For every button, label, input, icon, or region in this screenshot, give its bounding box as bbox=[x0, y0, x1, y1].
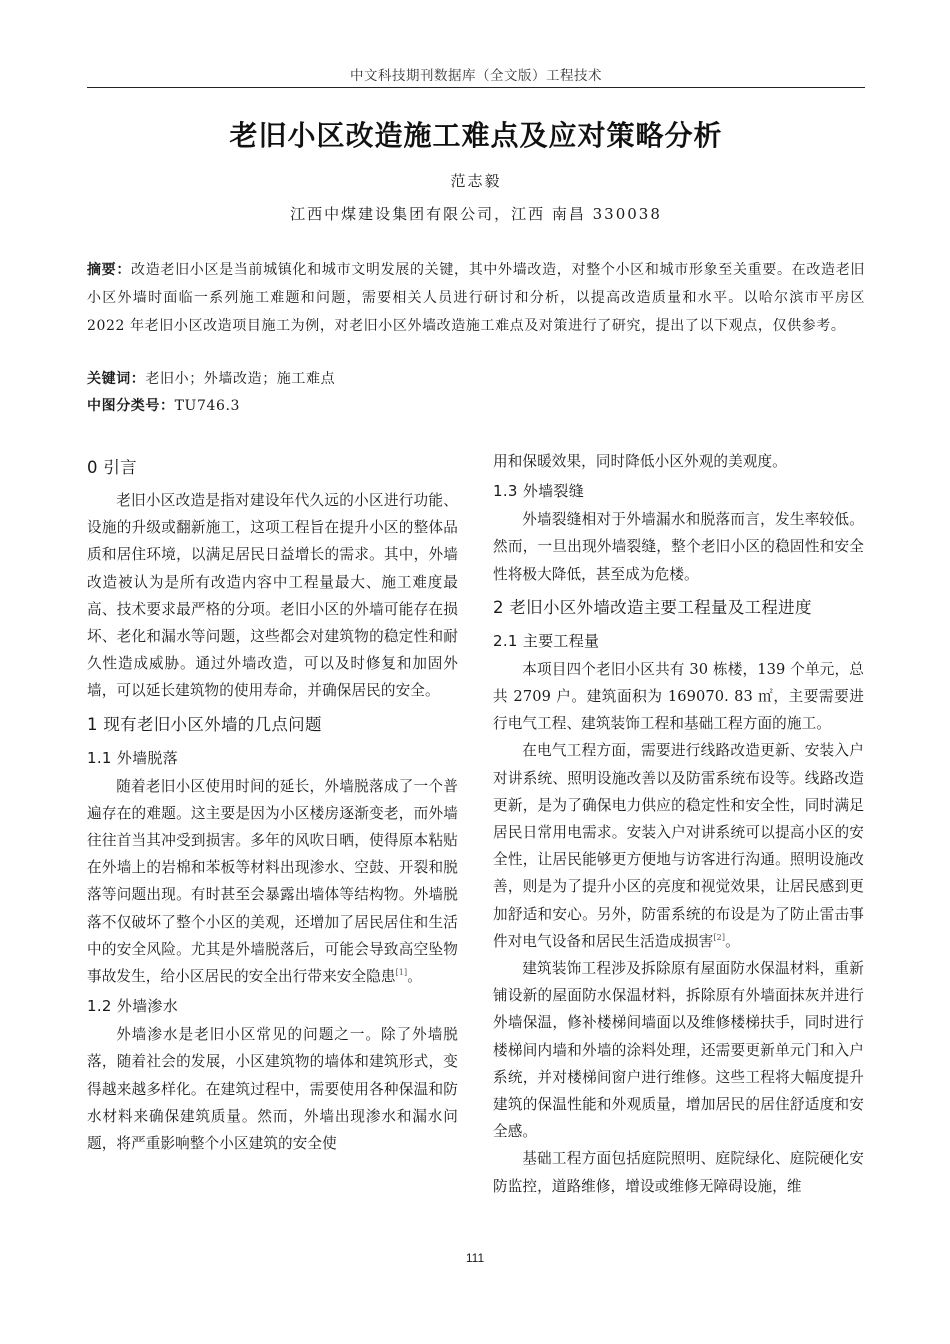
abstract bbox=[87, 256, 865, 340]
paper-title: 老旧小区改造施工难点及应对策略分析 bbox=[229, 119, 723, 152]
paragraph: 老旧小区改造是指对建设年代久远的小区进行功能、设施的升级或翻新施工，这项工程旨在提升小区的整体品质和居住环境，以满足居民日益增长的需求。其中，外墙改造被认为是所有改造内容中工程量最大、施工难度最高、技术要求最严格的分项。老旧小区的外墙可能存在损坏、老化和漏水等问题，这些都会对建筑物的稳定性和耐久性造成威胁。通过外墙改造，可以及时修复和加固外墙，可以延长建筑物的使用寿命，并确保居民的安全。 bbox=[87, 492, 458, 700]
citation-ref: [1] bbox=[395, 968, 408, 978]
paragraph-text: 在电气工程方面，需要进行线路改造更新、安装入户对讲系统、照明设施改善以及防雷系统布设等。线路改造更新，是为了确保电力供应的稳定性和安全性，同时满足居民日常用电需求。安装入户对讲系统可以提高小区的安全性，让居民能够更方便地与访客进行沟通。照明设施改善，则是为了提升小区的亮度和视觉效果，让居民感到更加舒适和安心。另外，防雷系统的布设是为了防止雷击事件对电气设备和居民生活造成损害 bbox=[493, 742, 864, 950]
affiliation: 江西中煤建设集团有限公司，江西 南昌 330038 bbox=[290, 205, 662, 223]
paragraph: 外墙渗水是老旧小区常见的问题之一。除了外墙脱落，随着社会的发展，小区建筑物的墙体和建筑形式，变得越来越多样化。在建筑过程中，需要使用各种保温和防水材料来确保建筑质量。然而，外墙出现渗水和漏水问题，将严重影响整个小区建筑的安全使 bbox=[87, 1026, 458, 1153]
left-column bbox=[87, 448, 458, 1157]
citation-ref: [2] bbox=[713, 932, 726, 942]
page-number: 111 bbox=[465, 1251, 485, 1265]
section-heading: 2 老旧小区外墙改造主要工程量及工程进度 bbox=[493, 597, 812, 617]
author: 范志毅 bbox=[450, 172, 502, 190]
subsection-heading: 1.2 外墙渗水 bbox=[87, 997, 179, 1016]
subsection-heading: 1.3 外墙裂缝 bbox=[493, 482, 585, 501]
paragraph-continued: 用和保暖效果，同时降低小区外观的美观度。 bbox=[493, 453, 787, 470]
abstract-text: 改造老旧小区是当前城镇化和城市文明发展的关键，其中外墙改造，对整个小区和城市形象至关重要。在改造老旧小区外墙时面临一系列施工难题和问题，需要相关人员进行研讨和分析，以提高改造质量和水平。以哈尔滨市平房区 2022 年老旧小区改造项目施工为例，对老旧小区外墙改造施工难点及对策进行了研究，提出了以下观点，仅供参考。 bbox=[87, 262, 865, 334]
subsection-heading: 1.1 外墙脱落 bbox=[87, 748, 179, 767]
classification-label: 中图分类号： bbox=[87, 398, 175, 414]
subsection-heading: 2.1 主要工程量 bbox=[493, 631, 600, 650]
section-heading: 1 现有老旧小区外墙的几点问题 bbox=[87, 714, 322, 734]
journal-header: 中文科技期刊数据库（全文版）工程技术 bbox=[350, 68, 602, 84]
classification-text: TU746.3 bbox=[174, 398, 241, 414]
classification bbox=[87, 395, 865, 417]
paragraph: 外墙裂缝相对于外墙漏水和脱落而言，发生率较低。然而，一旦出现外墙裂缝，整个老旧小区的稳固性和安全性将极大降低，甚至成为危楼。 bbox=[493, 511, 864, 583]
paragraph: 基础工程方面包括庭院照明、庭院绿化、庭院硬化安防监控，道路维修，增设或维修无障碍设施，维 bbox=[493, 1150, 864, 1195]
abstract-label: 摘要： bbox=[87, 262, 132, 278]
paragraph bbox=[493, 737, 864, 955]
paragraph bbox=[87, 773, 458, 991]
paragraph-end: 。 bbox=[725, 932, 740, 950]
paragraph: 本项目四个老旧小区共有 30 栋楼，139 个单元，总共 2709 户。建筑面积为 169070. 83 ㎡，主要需要进行电气工程、建筑装饰工程和基础工程方面的施工。 bbox=[493, 660, 864, 733]
header-rule bbox=[87, 87, 865, 88]
keywords-label: 关键词： bbox=[87, 371, 146, 387]
paragraph: 建筑装饰工程涉及拆除原有屋面防水保温材料，重新铺设新的屋面防水保温材料，拆除原有外墙面抹灰并进行外墙保温，修补楼梯间墙面以及维修楼梯扶手，同时进行楼梯间内墙和外墙的涂料处理，还需要更新单元门和入户系统，并对楼梯间窗户进行维修。这些工程将大幅度提升建筑的保温性能和外观质量，增加居民的居住舒适度和安全感。 bbox=[493, 960, 864, 1141]
right-column bbox=[493, 448, 864, 1200]
keywords bbox=[87, 368, 865, 390]
keywords-text: 老旧小；外墙改造；施工难点 bbox=[145, 371, 336, 387]
paragraph-text: 随着老旧小区使用时间的延长，外墙脱落成了一个普遍存在的难题。这主要是因为小区楼房逐渐变老，而外墙往往首当其冲受到损害。多年的风吹日晒，使得原本粘贴在外墙上的岩棉和苯板等材料出现渗水、空鼓、开裂和脱落等问题出现。有时甚至会暴露出墙体等结构物。外墙脱落不仅破坏了整个小区的美观，还增加了居民居住和生活中的安全风险。尤其是外墙脱落后，可能会导致高空坠物事故发生，给小区居民的安全出行带来安全隐患 bbox=[87, 777, 458, 986]
paragraph-end: 。 bbox=[407, 968, 422, 986]
section-heading: 0 引言 bbox=[87, 458, 137, 477]
